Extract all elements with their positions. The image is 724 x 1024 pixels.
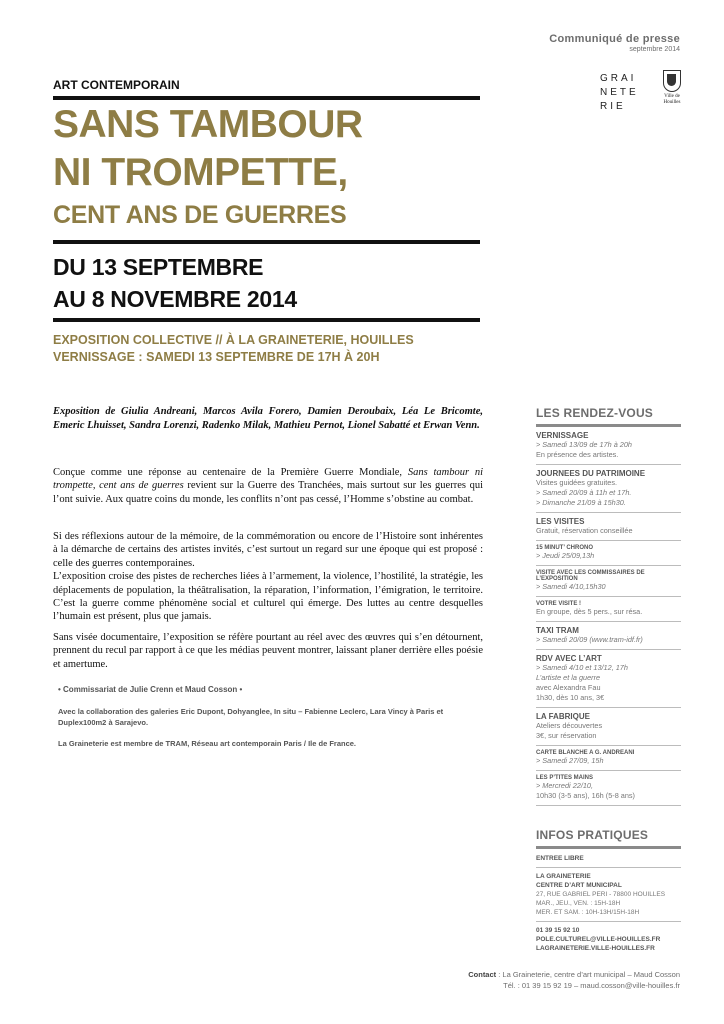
event-line: En groupe, dès 5 pers., sur résa. [536,607,643,616]
event-title: 15 MINUT’ CHRONO [536,545,594,551]
event-line: Visites guidées gratuites. [536,478,617,487]
event-line: Gratuit, réservation conseillée [536,526,633,535]
event-rdv-art [536,650,681,708]
divider [536,921,681,922]
sidebar-heading: INFOS PRATIQUES [536,828,649,842]
divider [53,318,480,322]
artists-intro: Exposition de Giulia Andreani, Marcos Avila Forero, Damien Deroubaix, Léa Le Bricomte, Emeric Lhuisset, Sandra Lorenzi, Radenko Milak, Mathieu Pernot, Lionel Sabatté et Erwan Venn. [53,406,483,431]
press-date: septembre 2014 [629,46,680,53]
ville-houilles-logo [652,70,692,106]
event-patrimoine [536,465,681,513]
logo-ville-text: Houilles [663,100,681,105]
paragraph-text: Conçue comme une réponse au centenaire de la Première Guerre Mondiale, [53,467,408,478]
event-visites [536,513,681,541]
event-line: > Samedi 20/09 à 11h et 17h. [536,488,632,497]
info-line: MAR., JEU., VEN. : 15H-18H [536,900,621,907]
contact-line [468,969,680,980]
press-header [549,33,680,53]
event-fabrique [536,708,681,746]
event-commissaires [536,566,681,597]
event-votre-visite [536,597,681,622]
paragraph [53,530,483,624]
info-entree [536,854,681,863]
event-ptites-mains [536,771,681,806]
info-contact [536,926,681,953]
paragraph-text: revient sur la Guerre des Tranchées, mais surtout sur les guerres qui l’ont suivie. Aux quatre coins du monde, les conflits n’ont pas cessé, l’Homme s’obstine au combat. [53,480,483,505]
sidebar-infos [536,828,681,953]
event-line: > Dimanche 21/09 à 15h30. [536,498,626,507]
info-line: LA GRAINETERIE [536,873,591,880]
logo-ville-text: Ville de [664,94,680,99]
event-taxi-tram [536,622,681,650]
footer-contact [468,969,680,991]
event-vernissage [536,427,681,465]
event-line: 3€, sur réservation [536,731,597,740]
paragraph: Sans visée documentaire, l’exposition se réfère pourtant au réel avec des œuvres qui s’en détournent, prennent du recul par rapport à ce que les médias peuvent montrer, laissant planer derrière elles poésie et amertume. [53,632,483,670]
subtitle: CENT ANS DE GUERRES [53,201,347,229]
vernissage-line: VERNISSAGE : SAMEDI 13 SEPTEMBRE DE 17H À 20H [53,350,380,364]
event-title: TAXI TRAM [536,626,579,635]
event-line: > Samedi 13/09 de 17h à 20h [536,440,632,449]
paragraph-text: L’exposition croise des pistes de recherches liées à l’armement, la violence, l’hostilité, la stratégie, les déplacements de population, la théâtralisation, la réparation, l’information, l’émigration, le territoire. C’est la guerre comme phénomène social et culturel qui émerge. Des luttes au centre desquelles l’humain est présent, plus que jamais. [53,571,483,623]
info-line: CENTRE D’ART MUNICIPAL [536,882,622,889]
sidebar-heading: LES RENDEZ-VOUS [536,406,654,420]
expo-line: EXPOSITION COLLECTIVE // À LA GRAINETERIE, HOUILLES [53,333,414,347]
category-label: ART CONTEMPORAIN [53,78,180,92]
tram-note: La Graineterie est membre de TRAM, Réseau art contemporain Paris / Ile de France. [58,739,357,748]
info-line: 27, RUE GABRIEL PERI - 78800 HOUILLES [536,891,666,898]
contact-line: Tél. : 01 39 15 92 19 – maud.cosson@ville-houilles.fr [503,981,680,990]
contact-label: Contact [468,970,497,979]
event-line: 10h30 (3-5 ans), 16h (5-8 ans) [536,791,635,800]
event-line: > Samedi 4/10,15h30 [536,582,606,591]
logo-line: RIE [600,101,626,112]
info-line: ENTREE LIBRE [536,855,584,862]
event-line: > Mercredi 22/10, [536,781,593,790]
logo-line: GRAI [600,73,637,84]
info-website[interactable]: LAGRAINETERIE.VILLE-HOUILLES.FR [536,945,655,952]
event-chrono [536,541,681,566]
exhibition-info [53,332,414,366]
event-title: JOURNEES DU PATRIMOINE [536,469,646,478]
event-title: VOTRE VISITE ! [536,601,582,607]
divider [536,867,681,868]
graineterie-logo [600,72,639,114]
event-line: > Samedi 4/10 et 13/12, 17h [536,663,628,672]
logo-line: NETE [600,87,639,98]
event-title: CARTE BLANCHE A G. ANDREANI [536,750,635,756]
paragraph [53,466,483,506]
sidebar-rule [536,846,681,849]
event-line: > Samedi 20/09 (www.tram-idf.fr) [536,635,643,644]
info-line: MER. ET SAM. : 10H-13H/15H-18H [536,909,640,916]
contact-text: : La Graineterie, centre d’art municipal – Maud Cosson [496,970,680,979]
event-line: > Jeudi 25/09,13h [536,551,595,560]
title-line-1: SANS TAMBOUR [53,103,363,146]
crest-icon [663,70,681,92]
event-title: LES P’TITES MAINS [536,775,594,781]
event-title: LES VISITES [536,517,585,526]
sidebar-rendezvous [536,406,681,806]
collaboration-note: Avec la collaboration des galeries Eric Dupont, Dohyanglee, In situ – Fabienne Leclerc, Lara Vincy à Paris et Duplex100m2 à Sarajevo. [58,707,444,727]
event-title: VISITE AVEC LES COMMISSAIRES DE L’EXPOSITION [536,570,645,582]
date-line-2: AU 8 NOVEMBRE 2014 [53,286,297,312]
commissariat: • Commissariat de Julie Crenn et Maud Cosson • [58,685,243,694]
event-line: Ateliers découvertes [536,721,603,730]
divider [53,240,480,244]
info-phone: 01 39 15 92 10 [536,927,580,934]
event-line: avec Alexandra Fau [536,683,601,692]
event-title: VERNISSAGE [536,431,589,440]
event-title: RDV AVEC L’ART [536,654,602,663]
event-line: En présence des artistes. [536,450,619,459]
press-title: Communiqué de presse [549,33,680,45]
event-line: > Samedi 27/09, 15h [536,756,604,765]
paragraph-text: Si des réflexions autour de la mémoire, de la commémoration ou encore de l’Histoire sont inhérentes à la démarche de certains des artistes invités, c’est surtout un regard sur une époque qui est proposé : celle des guerres contemporaines. [53,531,483,569]
date-line-1: DU 13 SEPTEMBRE [53,254,264,280]
event-line: L’artiste et la guerre [536,673,601,682]
info-email[interactable]: POLE.CULTUREL@VILLE-HOUILLES.FR [536,936,661,943]
info-address [536,872,681,917]
divider [53,96,480,100]
event-line: 1h30, dès 10 ans, 3€ [536,693,605,702]
event-carte-blanche [536,746,681,771]
exhibition-title-inline: Sans tambour ni trompette, cent ans de guerres [53,467,483,492]
event-title: LA FABRIQUE [536,712,590,721]
title-line-2: NI TROMPETTE, [53,151,348,194]
